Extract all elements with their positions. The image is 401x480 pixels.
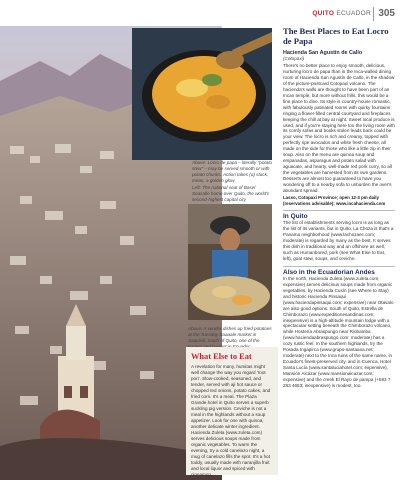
venue-description: There's no better place to enjoy smooth, delicious, nurturing locro de papa than in the Inca-walled dining room of Hacienda San Agustín de Callo, in the shadow of the picture-postcard Cotopaxi volcano. The hacienda's walls are thought to have been part of an Incan temple, but more without frills, this would be a fine place to dine. Its style is country-house romantic, with fabulously patinated rooms with quirky fountains ringing a flower-filled central courtyard and fireplaces keeping the chill at bay at night. Sweet local produce is used, and if you're staying here too the living room with its comfy sofas and books stolen leads back could be your view. The locro is rich and creamy, topped with perfectly ripe avocados and white fresh cheese, all made on the side for those who like a little zip in their soup. Also on the menu are quinoa soup and empanadas, asparagus and potato salad with aguacate, and hearty, well-made red pork curry, so all the vegetables are harvested from its own gardens. Desserts are almost too guaranteed to have you wondering off to a nearby sofa to unburden the over's abundant spread. — [283, 63, 395, 194]
locro-soup-photo — [132, 28, 272, 160]
section-heading-quito: In Quito — [283, 210, 395, 220]
page-number: 305 — [378, 8, 395, 19]
article-title: The Best Places to Eat Locro de Papa — [283, 26, 389, 46]
region-label: ECUADOR — [336, 10, 371, 17]
section-body-quito: The list of establishments serving locro is as long as the list of its variants, but in Quito, La Choza is that's a Panama neighborhood (www.lachozaec.com; moderate) is regarded by many as the best. It serves this dish in traditional way and an offshore as well, such as Humanbored, pork (see What Else to Eat, left), goat stew, soups, and ceviche. — [283, 220, 394, 261]
venue-location: (Cotopaxi) — [283, 56, 305, 61]
page-header — [0, 0, 401, 26]
running-head — [312, 10, 371, 17]
box-body: A revelation for many, humitas might well change the way you regard 'root pori'. Slow-cooked, seasoned, and tender, served with aji hot sauce or chopped red onions, potato cakes, and fried corn. It's a meal. The Plaza Grande hotel in Quito serves a superb suckling pig version. Ceviche is not a meal in the highlands without a soup appetizer. Look for one with quinoa, another delicate winter ingredient. Hacienda Zuleta (www.zuleta.com) serves delicious soups made from organic vegetables. To warm the evening, try a cold canelazo night, a mug of canelazo fills the spot. It's a hot toddy, usually made with naranjilla fruit and local liquor and spiced with cinnamon. — [191, 364, 271, 477]
section-body-andes: In the north, Hacienda Zuleta (www.zuleta.com; expensive) serves delicious soups made from organic vegetables, by Hacienda Cusín (see Where to Stay) and historic Hacienda Pinsaquí (www.haciendapinsaqui.com; expensive) near Otavalo are also good options. South of Quito, Estrella de Chimborazo (www.expeditionesandinas.com; inexpensive) is a high-altitude mountain lodge with a spectacular setting beneath the Chimborazo volcano, while Hostería Abraspungo near Riobamba (www.haciendaabraspungo.com; moderate) has a cozy rustic feel. In the southern highlands, try the Posada Ingapirca (www.grupo-santaana.net; moderate) next to the Inca ruins of the same name, in Ecuador's finest-preserved city, and in Cuenca, Hotel Santa Lucía (www.santaluciahotel.com; expensive), Mansión Alcázar (www.mansionalcazar.com; expensive) and the creek El Rayo de pampa (+593 7 283 4653; inexpensive) is modest, too. — [283, 275, 394, 388]
chapter-label: QUITO — [312, 10, 335, 17]
caption-soup: Above: Locro de papa – literally "potato stew" – may be served smooth or with potato chunks. Action takes (a) stock, mean, a golden glow — [192, 160, 273, 183]
caption-vendor: Above: A vendor dishes up fried potatoes at the Tuesday Saaaale market in Saquisilí, south of Quito, one of the — [188, 326, 272, 343]
what-else-to-eat-box — [186, 347, 278, 475]
market-vendor-photo — [188, 204, 272, 320]
box-title: What Else to Eat — [191, 352, 252, 361]
venue-name: Hacienda San Agustín de Callo — [283, 50, 363, 56]
caption-city: Left: The national seat of Basel Seasalle home over Quito, the world's second-highest capital city — [192, 185, 270, 202]
main-column — [283, 26, 395, 389]
header-divider — [373, 7, 374, 21]
venue-details: Lasso, Cotopaxi Province; open 12-3 pm daily (reservations advisable); www.incahacienda.com — [283, 194, 386, 206]
section-heading-andes: Also in the Ecuadorian Andes — [283, 266, 395, 276]
